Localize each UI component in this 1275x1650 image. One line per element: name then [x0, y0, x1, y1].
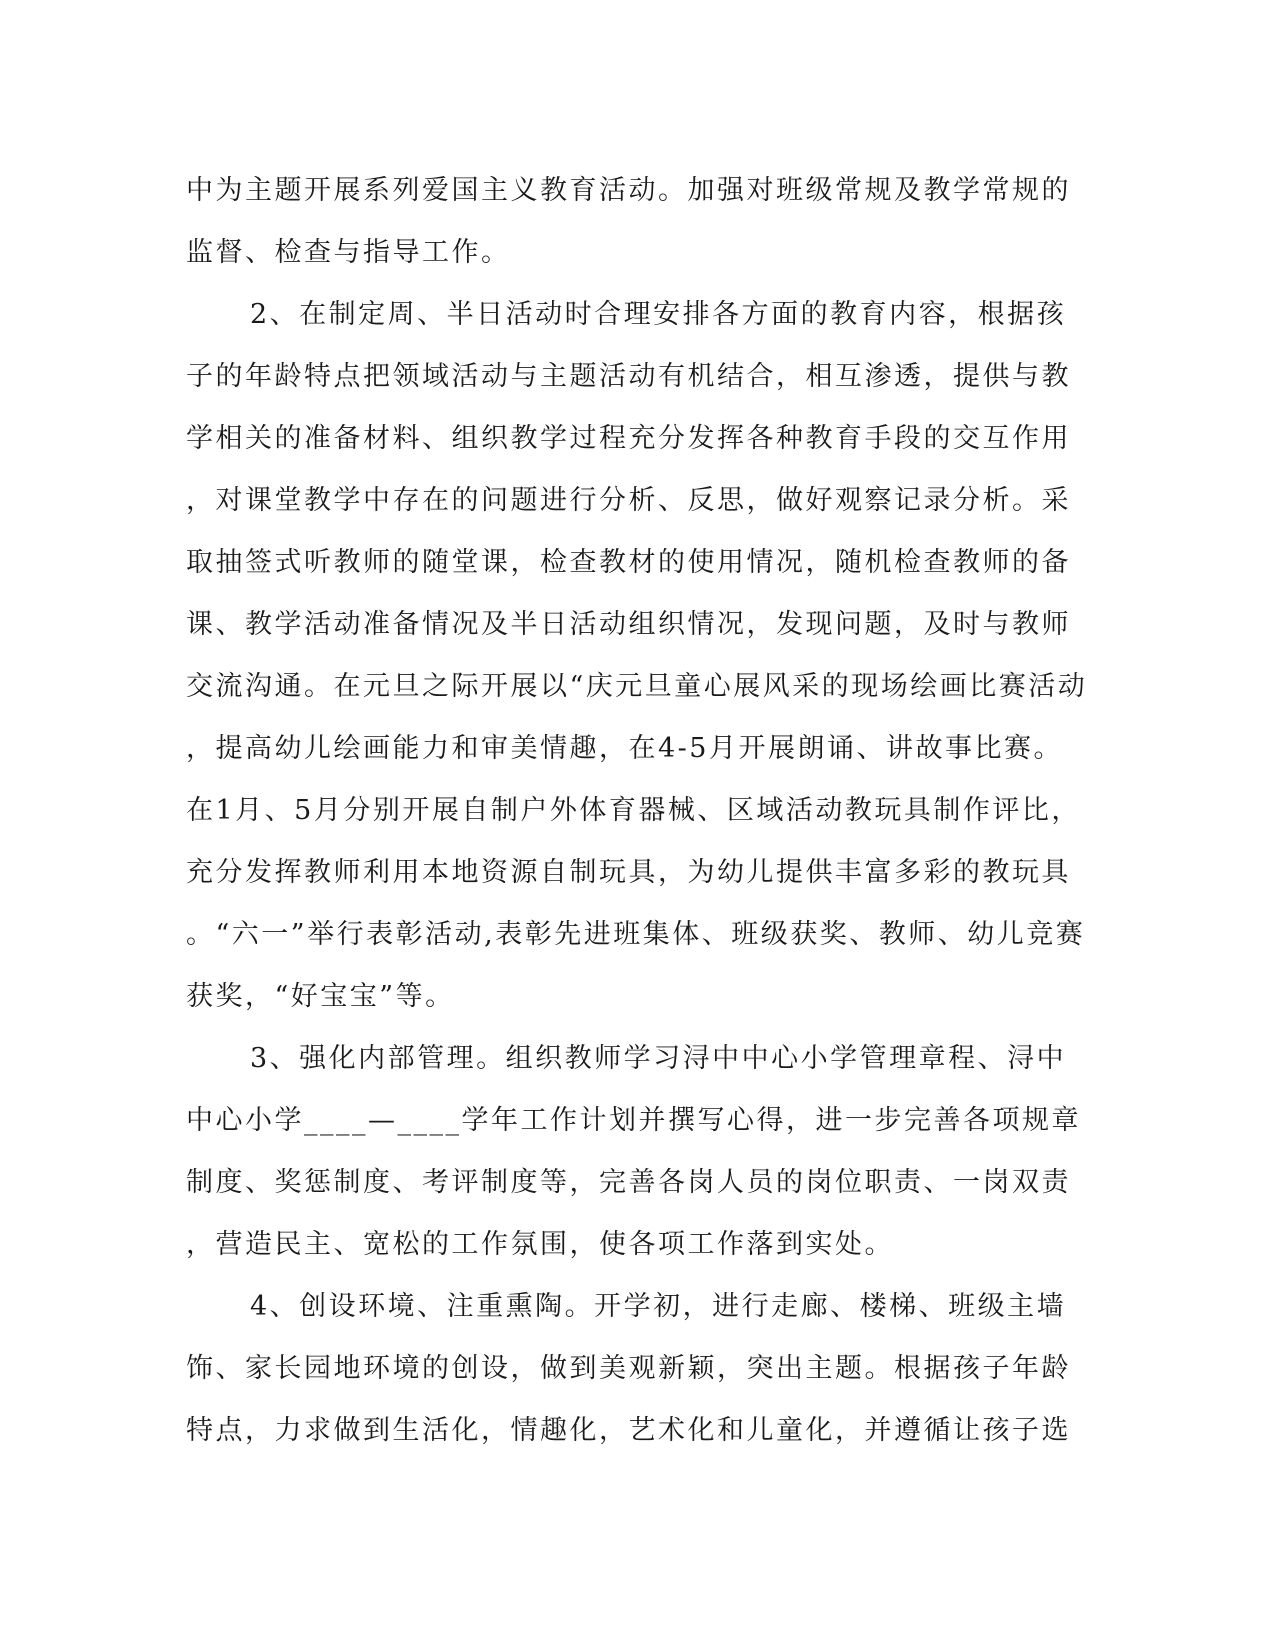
text-line: 制度、奖惩制度、考评制度等，完善各岗人员的岗位职责、一岗双责: [186, 1167, 1071, 1198]
text-line: 充分发挥教师利用本地资源自制玩具，为幼儿提供丰富多彩的教玩具: [186, 857, 1071, 888]
text-line: 中心小学____—____学年工作计划并撰写心得，进一步完善各项规章: [186, 1105, 1081, 1136]
paragraph-start-2: 2、在制定周、半日活动时合理安排各方面的教育内容，根据孩: [250, 299, 1067, 330]
text-line: 在1月、5月分别开展自制户外体育器械、区域活动教玩具制作评比，: [186, 795, 1081, 826]
document-body: [186, 160, 1088, 1462]
text-line: 饰、家长园地环境的创设，做到美观新颖，突出主题。根据孩子年龄: [186, 1353, 1071, 1384]
text-line: 课、教学活动准备情况及半日活动组织情况，发现问题，及时与教师: [186, 609, 1071, 640]
text-line: 中为主题开展系列爱国主义教育活动。加强对班级常规及教学常规的: [186, 175, 1071, 206]
text-line: ，营造民主、宽松的工作氛围，使各项工作落到实处。: [186, 1229, 894, 1260]
text-line: ，提高幼儿绘画能力和审美情趣，在4-5月开展朗诵、讲故事比赛。: [186, 733, 1063, 764]
text-line: 子的年龄特点把领域活动与主题活动有机结合，相互渗透，提供与教: [186, 361, 1071, 392]
text-line: 交流沟通。在元旦之际开展以“庆元旦童心展风采的现场绘画比赛活动: [186, 671, 1088, 702]
text-line: 。“六一”举行表彰活动,表彰先进班集体、班级获奖、教师、幼儿竞赛: [186, 919, 1086, 950]
text-line: 监督、检查与指导工作。: [186, 237, 511, 268]
text-line: 获奖，“好宝宝”等。: [186, 981, 455, 1012]
text-line: 学相关的准备材料、组织教学过程充分发挥各种教育手段的交互作用: [186, 423, 1071, 454]
paragraph-start-3: 3、强化内部管理。组织教师学习浔中中心小学管理章程、浔中: [250, 1043, 1067, 1074]
text-line: ，对课堂教学中存在的问题进行分析、反思，做好观察记录分析。采: [186, 485, 1071, 516]
paragraph-start-4: 4、创设环境、注重熏陶。开学初，进行走廊、楼梯、班级主墙: [250, 1291, 1067, 1322]
text-line: 取抽签式听教师的随堂课，检查教材的使用情况，随机检查教师的备: [186, 547, 1071, 578]
text-line: 特点，力求做到生活化，情趣化，艺术化和儿童化，并遵循让孩子选: [186, 1415, 1071, 1446]
